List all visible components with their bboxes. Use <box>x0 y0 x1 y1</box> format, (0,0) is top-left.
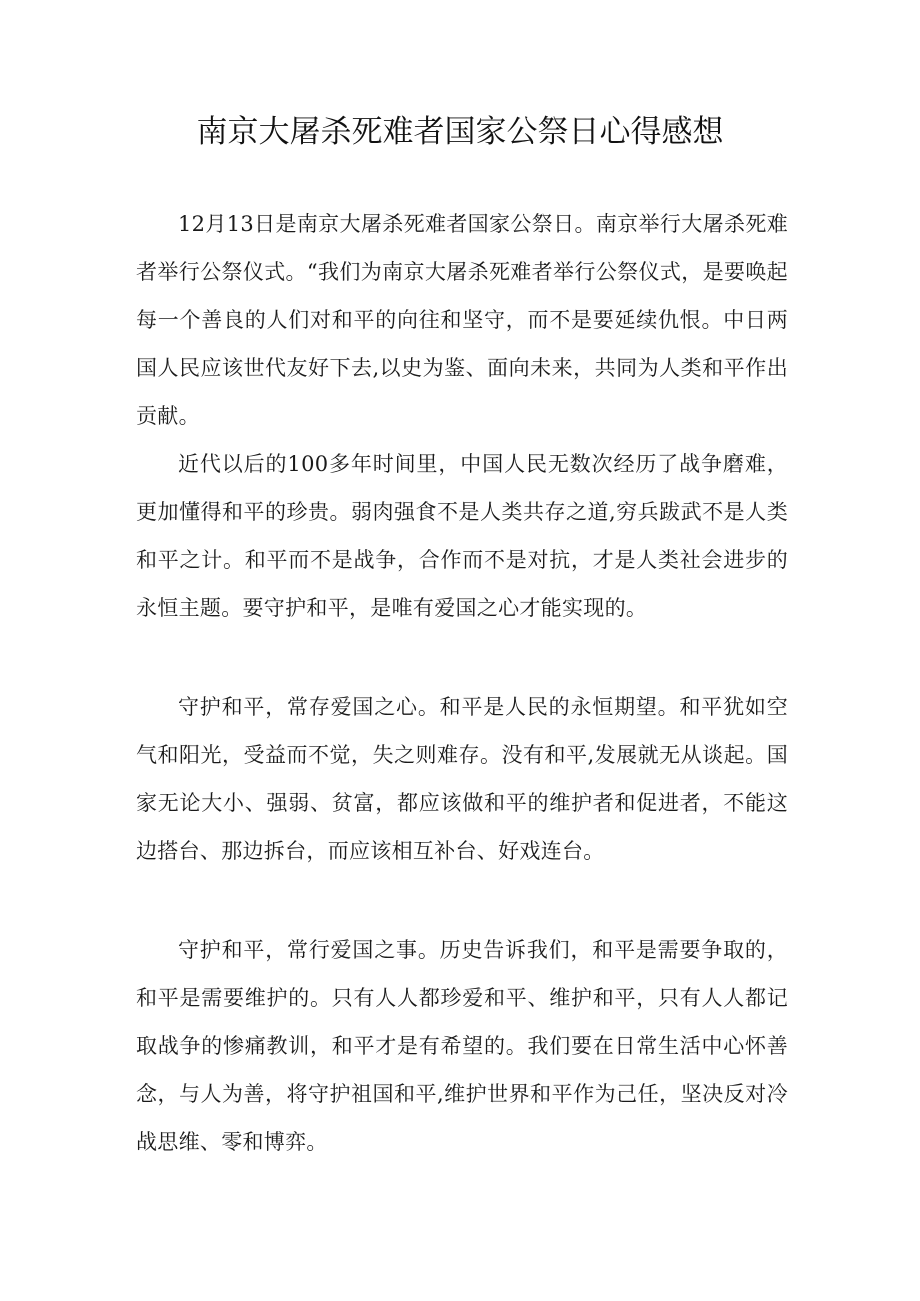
document-title: 南京大屠杀死难者国家公祭日心得感想 <box>196 114 724 150</box>
paragraph-3: 守护和平，常存爱国之心。和平是人民的永恒期望。和平犹如空气和阳光，受益而不觉，失之则难存。没有和平,发展就无从谈起。国家无论大小、强弱、贫富，都应该做和平的维护者和促进者，不能这边搭台、那边拆台，而应该相互补台、好戏连台。 <box>136 695 788 863</box>
paragraph-2: 近代以后的100多年时间里，中国人民无数次经历了战争磨难，更加懂得和平的珍贵。弱肉强食不是人类共存之道,穷兵跋武不是人类和平之计。和平而不是战争，合作而不是对抗，才是人类社会进步的永恒主题。要守护和平，是唯有爱国之心才能实现的。 <box>136 452 788 620</box>
paragraph-4: 守护和平，常行爱国之事。历史告诉我们，和平是需要争取的，和平是需要维护的。只有人人都珍爱和平、维护和平，只有人人都记取战争的惨痛教训，和平才是有希望的。我们要在日常生活中心怀善念，与人为善，将守护祖国和平,维护世界和平作为己任，坚决反对冷战思维、零和博弈。 <box>136 938 788 1154</box>
paragraph-1: 12月13日是南京大屠杀死难者国家公祭日。南京举行大屠杀死难者举行公祭仪式。“我们为南京大屠杀死难者举行公祭仪式，是要唤起每一个善良的人们对和平的向往和坚守，而不是要延续仇恨。中日两国人民应该世代友好下去,以史为鉴、面向未来，共同为人类和平作出贡献。 <box>136 212 788 428</box>
